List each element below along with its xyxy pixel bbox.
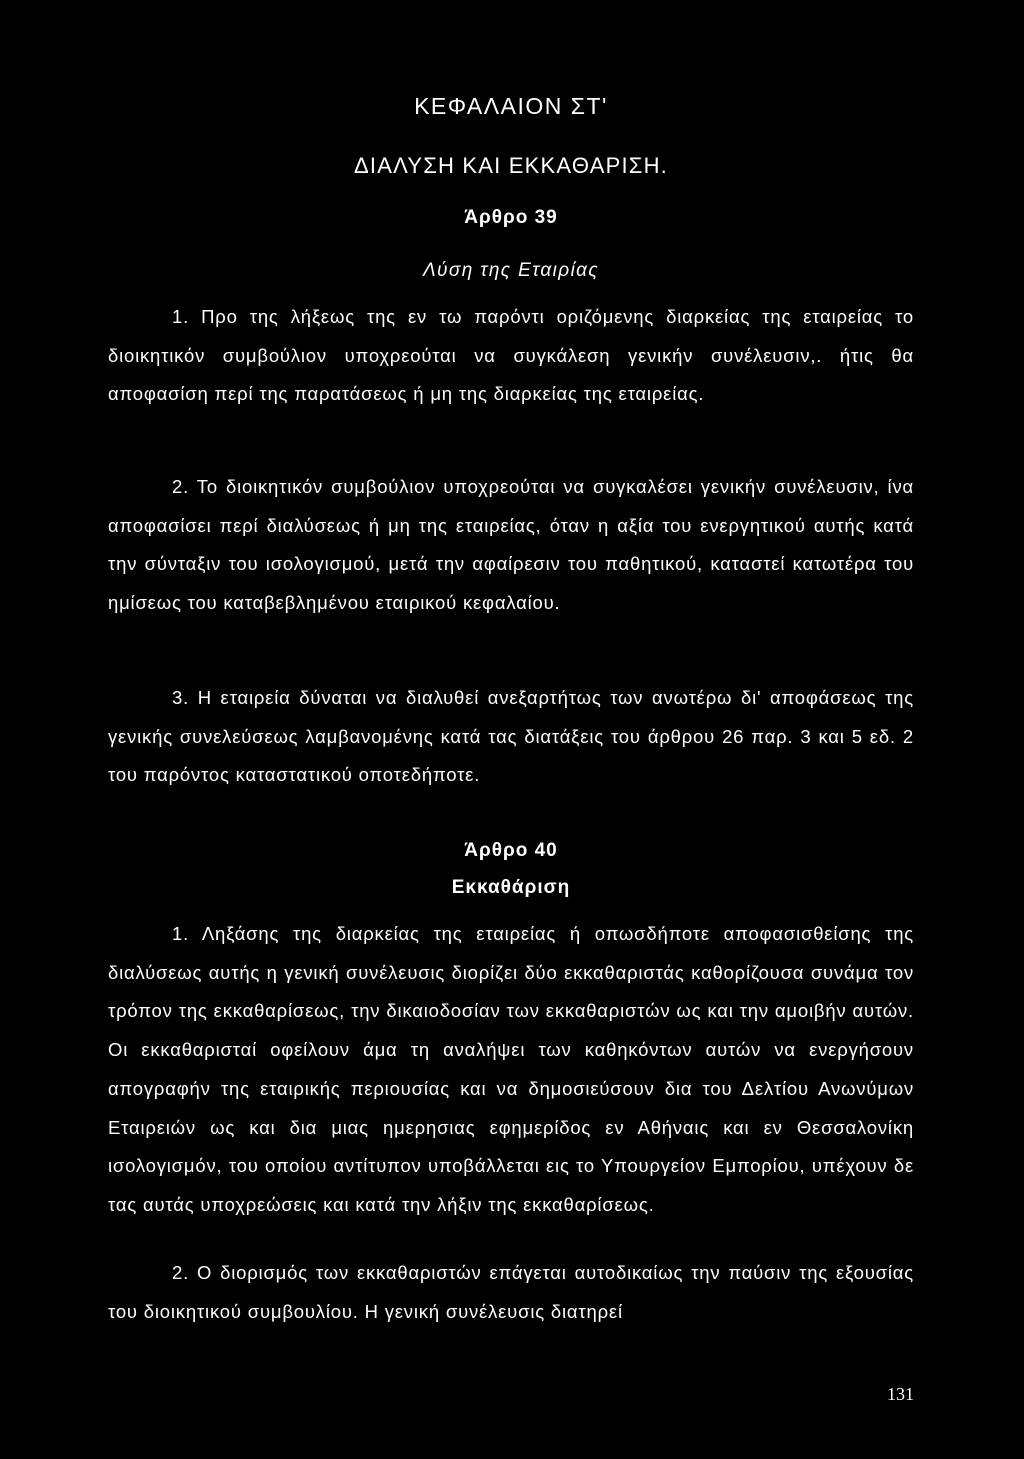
- page-number: 131: [887, 1384, 914, 1404]
- article-39-paragraph-1: 1. Προ της λήξεως της εν τω παρόντι οριζόμενης διαρκείας της εταιρείας το διοικητικόν συμβούλιον υποχρεούται να συγκάλεση γενικήν συνέλευσιν,. ήτις θα αποφασίση περί της παρατάσεως ή μη της διαρκείας της εταιρείας.: [108, 306, 914, 405]
- article-39-number: Άρθρο 39: [464, 207, 558, 228]
- article-40-paragraph-2: 2. Ο διορισμός των εκκαθαριστών επάγεται αυτοδικαίως την παύσιν της εξουσίας του διοικητικού συμβουλίου. Η γενική συνέλευσις διατηρεί: [108, 1262, 914, 1322]
- chapter-subtitle: ΔΙΑΛΥΣΗ ΚΑΙ ΕΚΚΑΘΑΡΙΣΗ.: [354, 153, 668, 178]
- article-39-paragraph-3: 3. Η εταιρεία δύναται να διαλυθεί ανεξαρτήτως των ανωτέρω δι' αποφάσεως της γενικής συνελεύσεως λαμβανομένης κατά τας διατάξεις του άρθρου 26 παρ. 3 και 5 εδ. 2 του παρόντος καταστατικού οποτεδήποτε.: [108, 687, 914, 786]
- article-39-paragraph-2: 2. Το διοικητικόν συμβούλιον υποχρεούται να συγκαλέσει γενικήν συνέλευσιν, ίνα αποφασίσει περί διαλύσεως ή μη της εταιρείας, όταν η αξία του ενεργητικού αυτής κατά την σύνταξιν του ισολογισμού, μετά την αφαίρεσιν του παθητικού, καταστεί κατωτέρα του ημίσεως του καταβεβλημένου εταιρικού κεφαλαίου.: [108, 476, 914, 614]
- article-40-paragraph-1: 1. Ληξάσης της διαρκείας της εταιρείας ή οπωσδήποτε αποφασισθείσης της διαλύσεως αυτής η γενική συνέλευσις διορίζει δύο εκκαθαριστάς καθορίζουσα συνάμα τον τρόπον της εκκαθαρίσεως, την δικαιοδοσίαν των εκκαθαριστών ως και την αμοιβήν αυτών. Οι εκκαθαρισταί οφείλουν άμα τη αναλήψει των καθηκόντων αυτών να ενεργήσουν απογραφήν της εταιρικής περιουσίας και να δημοσιεύσουν δια του Δελτίου Ανωνύμων Εταιρειών ως και δια μιας ημερησιας εφημερίδος εν Αθήναις και εν Θεσσαλονίκη ισολογισμόν, του οποίου αντίτυπον υποβάλλεται εις το Υπουργείον Εμπορίου, υπέχουν δε τας αυτάς υποχρεώσεις και κατά την λήξιν της εκκαθαρίσεως.: [108, 923, 914, 1215]
- article-40-number: Άρθρο 40: [464, 840, 558, 861]
- document-page: [108, 0, 914, 1459]
- article-39-heading: Λύση της Εταιρίας: [422, 260, 600, 281]
- chapter-title: ΚΕΦΑΛΑΙΟΝ ΣΤ': [414, 93, 608, 119]
- article-40-heading: Εκκαθάριση: [451, 877, 571, 898]
